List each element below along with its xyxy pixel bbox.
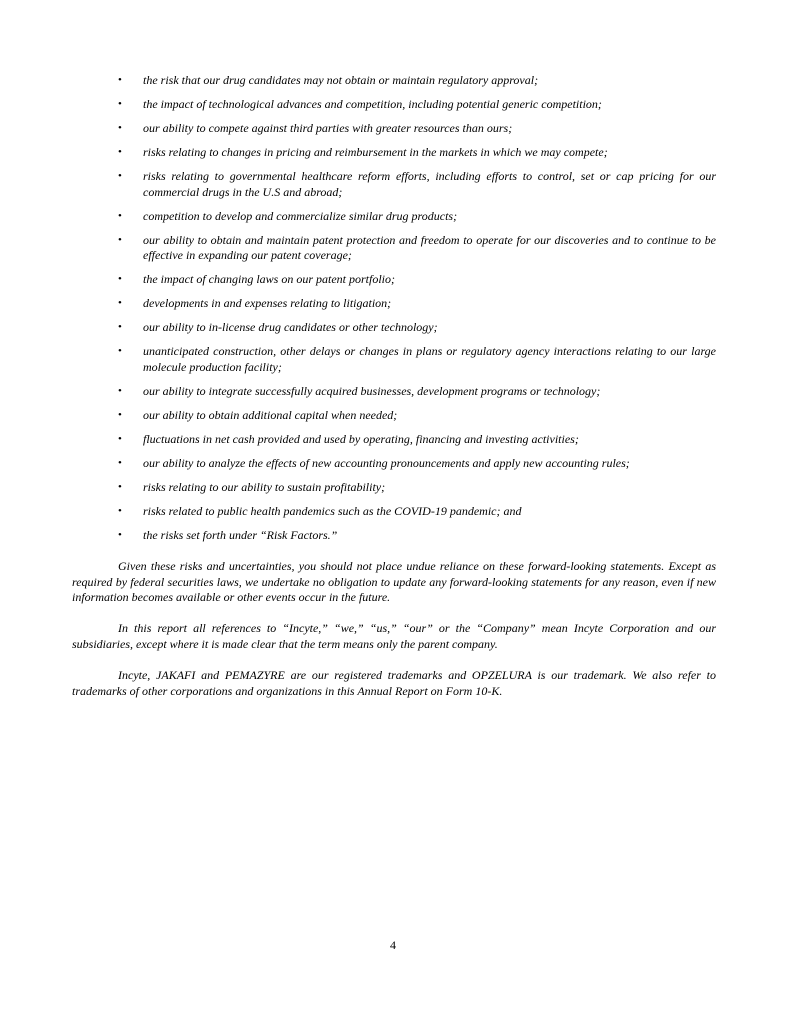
bullet-icon: • bbox=[118, 321, 122, 334]
bullet-icon: • bbox=[118, 169, 122, 182]
list-item-text: the risks set forth under “Risk Factors.” bbox=[143, 527, 338, 542]
bullet-icon: • bbox=[118, 209, 122, 222]
list-item-text: developments in and expenses relating to litigation; bbox=[143, 296, 392, 311]
body-paragraphs bbox=[72, 559, 716, 715]
list-item bbox=[118, 121, 716, 137]
bullet-icon: • bbox=[118, 504, 122, 517]
list-item bbox=[118, 209, 716, 225]
list-item bbox=[118, 456, 716, 472]
list-item bbox=[118, 145, 716, 161]
bullet-icon: • bbox=[118, 233, 122, 246]
list-item-text: risks related to public health pandemics such as the COVID-19 pandemic; and bbox=[143, 503, 522, 518]
list-item-text: our ability to analyze the effects of new accounting pronouncements and apply new accounting rules; bbox=[143, 455, 630, 470]
list-item bbox=[118, 272, 716, 288]
bullet-icon: • bbox=[118, 432, 122, 445]
list-item bbox=[118, 233, 716, 264]
bullet-icon: • bbox=[118, 528, 122, 541]
list-item-text: unanticipated construction, other delays or changes in plans or regulatory agency interactions relating to our large molecule production facility; bbox=[143, 344, 716, 374]
list-item bbox=[118, 169, 716, 200]
list-item-text: fluctuations in net cash provided and used by operating, financing and investing activities; bbox=[143, 431, 579, 446]
list-item-text: the impact of changing laws on our patent portfolio; bbox=[143, 272, 395, 287]
bullet-icon: • bbox=[118, 456, 122, 469]
bullet-icon: • bbox=[118, 145, 122, 158]
list-item-text: risks relating to governmental healthcare reform efforts, including efforts to control, set or cap pricing for our commercial drugs in the U.S and abroad; bbox=[143, 168, 716, 199]
list-item bbox=[118, 384, 716, 400]
list-item bbox=[118, 344, 716, 375]
bullet-icon: • bbox=[118, 297, 122, 310]
list-item-text: our ability to integrate successfully acquired businesses, development programs or technology; bbox=[143, 383, 601, 398]
list-item bbox=[118, 432, 716, 448]
paragraph-risk-reliance: Given these risks and uncertainties, you should not place undue reliance on these forward-looking statements. Except as required by federal securities laws, we undertake no obligation to update any forward-looking statements for any reason, even if new information becomes available or other events occur in the future. bbox=[72, 559, 716, 605]
list-item bbox=[118, 408, 716, 424]
list-item-text: the risk that our drug candidates may not obtain or maintain regulatory approval; bbox=[143, 73, 539, 87]
list-item-text: the impact of technological advances and competition, including potential generic competition; bbox=[143, 96, 602, 111]
bullet-icon: • bbox=[118, 121, 122, 134]
paragraph-references: In this report all references to “Incyte,” “we,” “us,” “our” or the “Company” mean Incyte Corporation and our subsidiaries, except where it is made clear that the term means only the parent company. bbox=[72, 621, 716, 651]
list-item bbox=[118, 73, 716, 89]
page-number: 4 bbox=[390, 938, 396, 952]
bullet-icon: • bbox=[118, 480, 122, 493]
list-item bbox=[118, 296, 716, 312]
list-item-text: our ability to obtain additional capital when needed; bbox=[143, 407, 398, 422]
bullet-icon: • bbox=[118, 384, 122, 397]
list-item bbox=[118, 97, 716, 113]
bullet-icon: • bbox=[118, 74, 122, 86]
list-item-text: risks relating to our ability to sustain profitability; bbox=[143, 479, 386, 494]
list-item bbox=[118, 480, 716, 496]
list-item-text: risks relating to changes in pricing and reimbursement in the markets in which we may compete; bbox=[143, 144, 608, 159]
list-item-text: our ability to obtain and maintain patent protection and freedom to operate for our discoveries and to continue to be effective in expanding our patent coverage; bbox=[143, 232, 716, 263]
risk-bullet-list bbox=[118, 73, 716, 552]
bullet-icon: • bbox=[118, 345, 122, 358]
list-item-text: our ability to compete against third parties with greater resources than ours; bbox=[143, 120, 513, 135]
list-item-text: our ability to in-license drug candidates or other technology; bbox=[143, 320, 438, 335]
list-item bbox=[118, 528, 716, 544]
list-item-text: competition to develop and commercialize similar drug products; bbox=[143, 208, 458, 223]
bullet-icon: • bbox=[118, 408, 122, 421]
bullet-icon: • bbox=[118, 97, 122, 110]
paragraph-trademarks: Incyte, JAKAFI and PEMAZYRE are our registered trademarks and OPZELURA is our trademark. We also refer to trademarks of other corporations and organizations in this Annual Report on Form 10-K. bbox=[72, 668, 716, 698]
list-item bbox=[118, 504, 716, 520]
list-item bbox=[118, 320, 716, 336]
bullet-icon: • bbox=[118, 273, 122, 286]
